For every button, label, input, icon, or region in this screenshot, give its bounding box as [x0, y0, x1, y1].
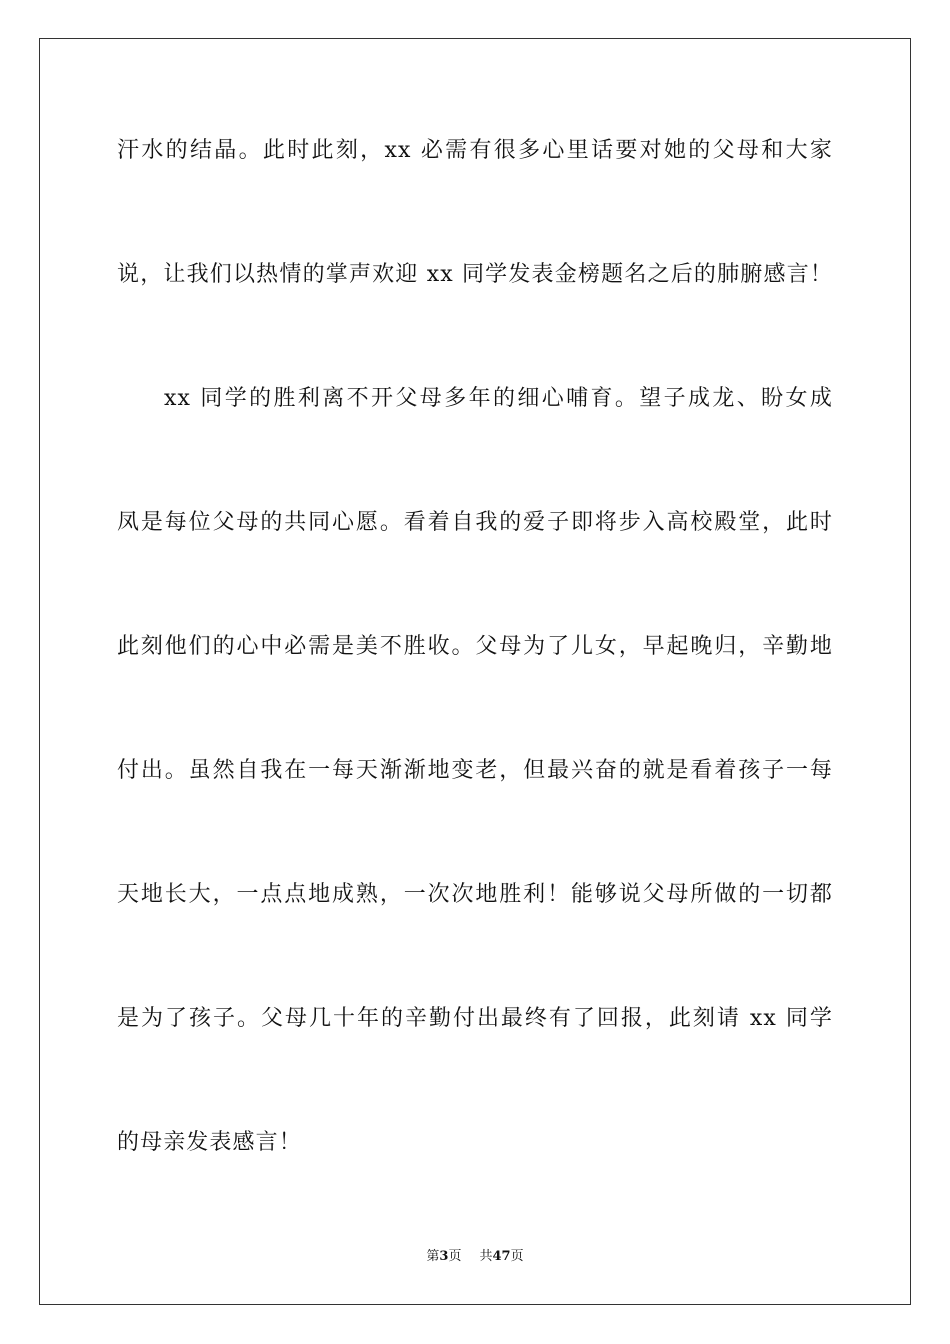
text-line: 天地长大，一点点地成熟，一次次地胜利！能够说父母所做的一切都 — [117, 882, 833, 907]
paragraph-start-line: xx 同学的胜利离不开父母多年的细心哺育。望子成龙、盼女成 — [164, 386, 833, 411]
text-line: 此刻他们的心中必需是美不胜收。父母为了儿女，早起晚归，辛勤地 — [117, 634, 833, 659]
page-frame — [39, 38, 911, 1305]
current-page-number: 3 — [439, 1249, 449, 1264]
text-line: 凤是每位父母的共同心愿。看着自我的爱子即将步入高校殿堂，此时 — [117, 510, 833, 535]
total-pages-number: 47 — [492, 1249, 511, 1264]
total-prefix: 共 — [479, 1249, 493, 1264]
page-prefix: 第 — [426, 1249, 440, 1264]
page-suffix: 页 — [448, 1249, 462, 1264]
text-line: 的母亲发表感言！ — [117, 1130, 302, 1155]
text-line: 说，让我们以热情的掌声欢迎 xx 同学发表金榜题名之后的肺腑感言！ — [117, 262, 833, 287]
page-footer — [0, 1248, 950, 1266]
text-line: 汗水的结晶。此时此刻，xx 必需有很多心里话要对她的父母和大家 — [117, 138, 833, 163]
total-suffix: 页 — [510, 1249, 524, 1264]
text-line: 是为了孩子。父母几十年的辛勤付出最终有了回报，此刻请 xx 同学 — [117, 1006, 833, 1031]
text-line: 付出。虽然自我在一每天渐渐地变老，但最兴奋的就是看着孩子一每 — [117, 758, 833, 783]
